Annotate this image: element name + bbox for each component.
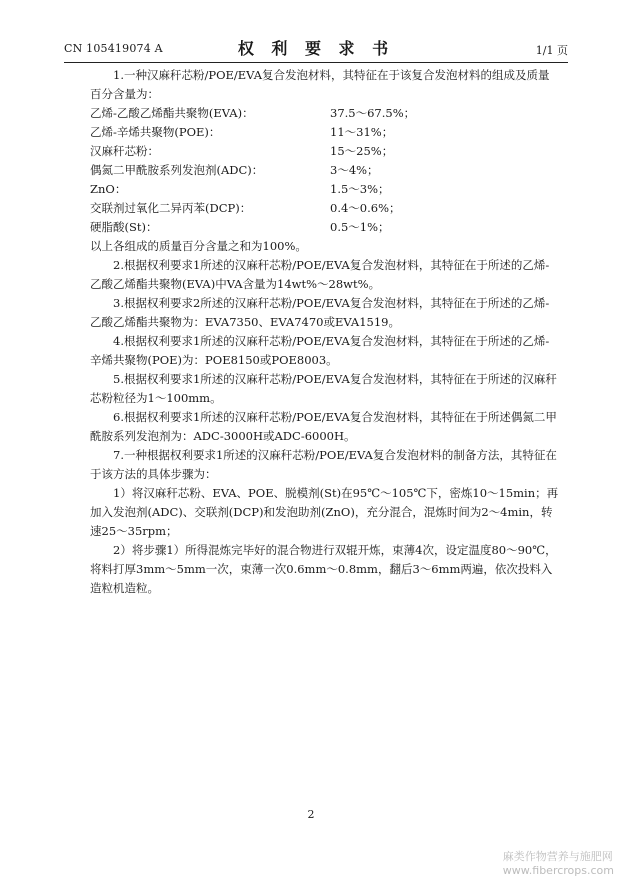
composition-row [90, 123, 415, 142]
page-header [64, 34, 568, 60]
claim-4: 4.根据权利要求1所述的汉麻秆芯粉/POE/EVA复合发泡材料，其特征在于所述的乙烯-辛烯共聚物(POE)为：POE8150或POE8003。 [90, 334, 550, 367]
component-amount: 0.5～1%； [330, 220, 390, 234]
component-name: 偶氮二甲酰胺系列发泡剂(ADC)： [90, 163, 264, 177]
composition-row [90, 199, 415, 218]
claim-7: 7.一种根据权利要求1所述的汉麻秆芯粉/POE/EVA复合发泡材料的制备方法，其特征在于该方法的具体步骤为： [90, 448, 557, 481]
composition-table [90, 104, 415, 237]
composition-row [90, 161, 415, 180]
watermark [503, 850, 614, 878]
header-rule [64, 62, 568, 63]
page-indicator: 1/1 页 [535, 44, 568, 57]
component-name: 乙烯-乙酸乙烯酯共聚物(EVA)： [90, 106, 254, 120]
watermark-title: 麻类作物营养与施肥网 [502, 850, 613, 863]
claim-7-step-2: 2）将步骤1）所得混炼完毕好的混合物进行双辊开炼，束薄4次，设定温度80～90℃，将料打厚3mm～5mm一次，束薄一次0.6mm～0.8mm，翻后3～6mm两遍，依次投料入造粒机造粒。 [90, 543, 557, 595]
watermark-url: www.fibercrops.com [502, 864, 614, 877]
claims-body [90, 66, 560, 598]
composition-row [90, 218, 415, 237]
component-amount: 0.4～0.6%； [330, 201, 401, 215]
component-name: 乙烯-辛烯共聚物(POE)： [90, 125, 221, 139]
component-amount: 1.5～3%； [330, 182, 390, 196]
claim-3: 3.根据权利要求2所述的汉麻秆芯粉/POE/EVA复合发泡材料，其特征在于所述的乙烯-乙酸乙烯酯共聚物为：EVA7350、EVA7470或EVA1519。 [90, 296, 550, 329]
claim-5: 5.根据权利要求1所述的汉麻秆芯粉/POE/EVA复合发泡材料，其特征在于所述的汉麻秆芯粉粒径为1～100mm。 [90, 372, 557, 405]
component-name: 硬脂酸(St)： [90, 220, 158, 234]
claim-7-step-1: 1）将汉麻秆芯粉、EVA、POE、脱模剂(St)在95℃～105℃下，密炼10～15min；再加入发泡剂(ADC)、交联剂(DCP)和发泡助剂(ZnO)，充分混合，混炼时间为2～4min，转速25～35rpm； [90, 486, 559, 538]
claim-1-intro: 1.一种汉麻秆芯粉/POE/EVA复合发泡材料，其特征在于该复合发泡材料的组成及质量百分含量为： [90, 68, 550, 101]
composition-row [90, 180, 415, 199]
composition-row [90, 142, 415, 161]
component-amount: 37.5～67.5%； [330, 106, 416, 120]
component-amount: 11～31%； [330, 125, 394, 139]
component-amount: 3～4%； [330, 163, 379, 177]
document-number: CN 105419074 A [64, 42, 163, 55]
document-title: 权 利 要 求 书 [237, 39, 395, 58]
component-amount: 15～25%； [330, 144, 394, 158]
component-name: 交联剂过氧化二异丙苯(DCP)： [90, 201, 252, 215]
claim-6: 6.根据权利要求1所述的汉麻秆芯粉/POE/EVA复合发泡材料，其特征在于所述偶氮二甲酰胺系列发泡剂为：ADC-3000H或ADC-6000H。 [90, 410, 557, 443]
claim-2: 2.根据权利要求1所述的汉麻秆芯粉/POE/EVA复合发泡材料，其特征在于所述的乙烯-乙酸乙烯酯共聚物(EVA)中VA含量为14wt%～28wt%。 [90, 258, 550, 291]
component-name: ZnO： [90, 182, 127, 196]
page-number: 2 [307, 808, 315, 821]
claim-1-sum-note: 以上各组成的质量百分含量之和为100%。 [90, 239, 307, 253]
component-name: 汉麻秆芯粉： [90, 144, 159, 158]
composition-row [90, 104, 415, 123]
